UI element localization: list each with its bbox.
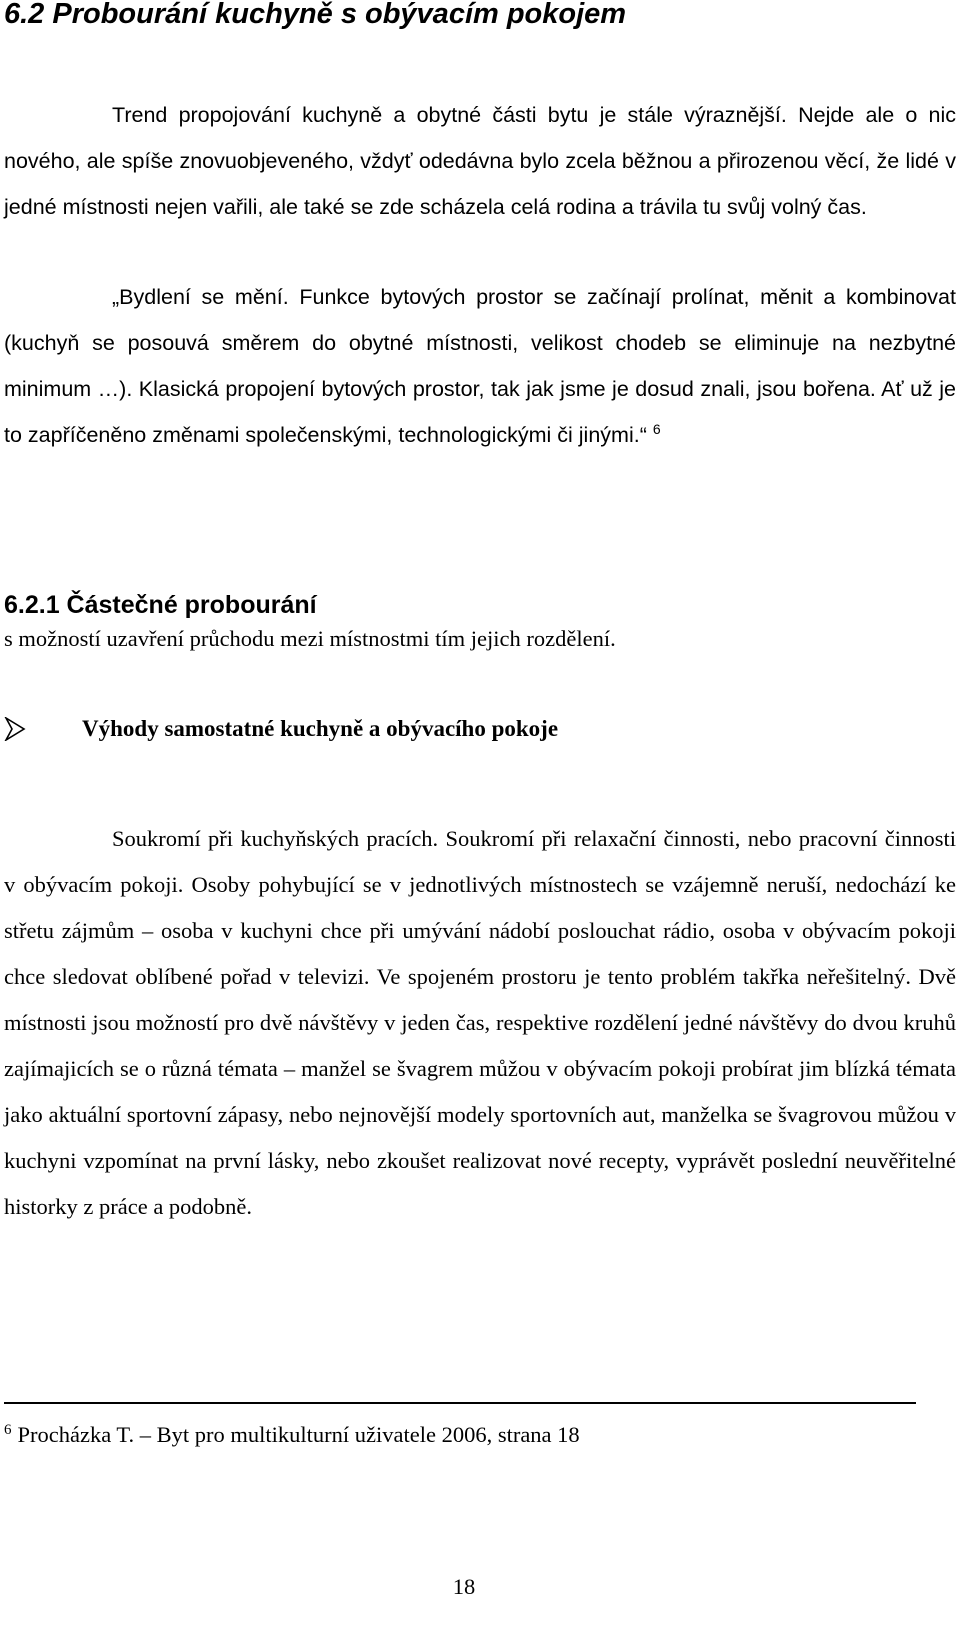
section-heading: 6.2 Probourání kuchyně s obývacím pokojem	[4, 0, 627, 30]
footnote-mark: 6	[4, 1421, 12, 1438]
subsection-description: s možností uzavření průchodu mezi místnostmi tím jejich rozdělení.	[4, 626, 616, 651]
intro-paragraph	[4, 92, 956, 230]
footnote-reference: 6	[652, 420, 661, 437]
intro-paragraph-text: Trend propojování kuchyně a obytné části bytu je stále výraznější. Nejde ale o nic nového, ale spíše znovuobjeveného, vždyť odedávna bylo zcela běžnou a přirozenou věcí, že lidé v jedné místnosti nejen vařili, ale také se zde scházela celá rodina a trávila tu svůj volný čas.	[4, 103, 956, 219]
footnote-separator	[4, 1402, 916, 1404]
quote-paragraph-text: „Bydlení se mění. Funkce bytových prostor se začínají prolínat, měnit a kombinovat (kuchyň se posouvá směrem do obytné místnosti, velikost chodeb se eliminuje na nezbytné minimum …). Klasická propojení bytových prostor, tak jak jsme je dosud znali, jsou bořena. Ať už je to zapříčeněno změnami společenskými, technologickými či jinými.“	[4, 285, 956, 447]
advantages-paragraph-text: Soukromí při kuchyňských pracích. Soukromí při relaxační činnosti, nebo pracovní činnosti v obývacím pokoji. Osoby pohybující se v jednotlivých místnostech se vzájemně neruší, nedochází ke střetu zájmům – osoba v kuchyni chce při umývání nádobí poslouchat rádio, osoba v obývacím pokoji chce sledovat oblíbené pořad v televizi. Ve spojeném prostoru je tento problém takřka neřešitelný. Dvě místnosti jsou možností pro dvě návštěvy v jeden čas, respektive rozdělení jedné návštěvy do dvou kruhů zajímajicích se o různá témata – manžel se švagrem můžou v obývacím pokoji probírat jim blízká témata jako aktuální sportovní zápasy, nebo nejnovější modely sportovních aut, manželka se švagrovou můžou v kuchyni vzpomínat na první lásky, nebo zkoušet realizovat nové recepty, vyprávět poslední neuvěřitelné historky z práce a podobně.	[4, 826, 956, 1219]
subsection-heading: 6.2.1 Částečné probourání	[4, 591, 317, 619]
page-number: 18	[452, 1574, 476, 1599]
arrowhead-bullet-icon	[4, 717, 26, 741]
quote-paragraph	[4, 274, 956, 458]
footnote-text: Procházka T. – Byt pro multikulturní uživatele 2006, strana 18	[17, 1422, 580, 1447]
bullet-item	[4, 712, 956, 746]
advantages-paragraph	[4, 816, 956, 1230]
bullet-heading: Výhody samostatné kuchyně a obývacího pokoje	[82, 716, 559, 741]
footnote	[4, 1417, 580, 1453]
document-page	[4, 0, 956, 1640]
